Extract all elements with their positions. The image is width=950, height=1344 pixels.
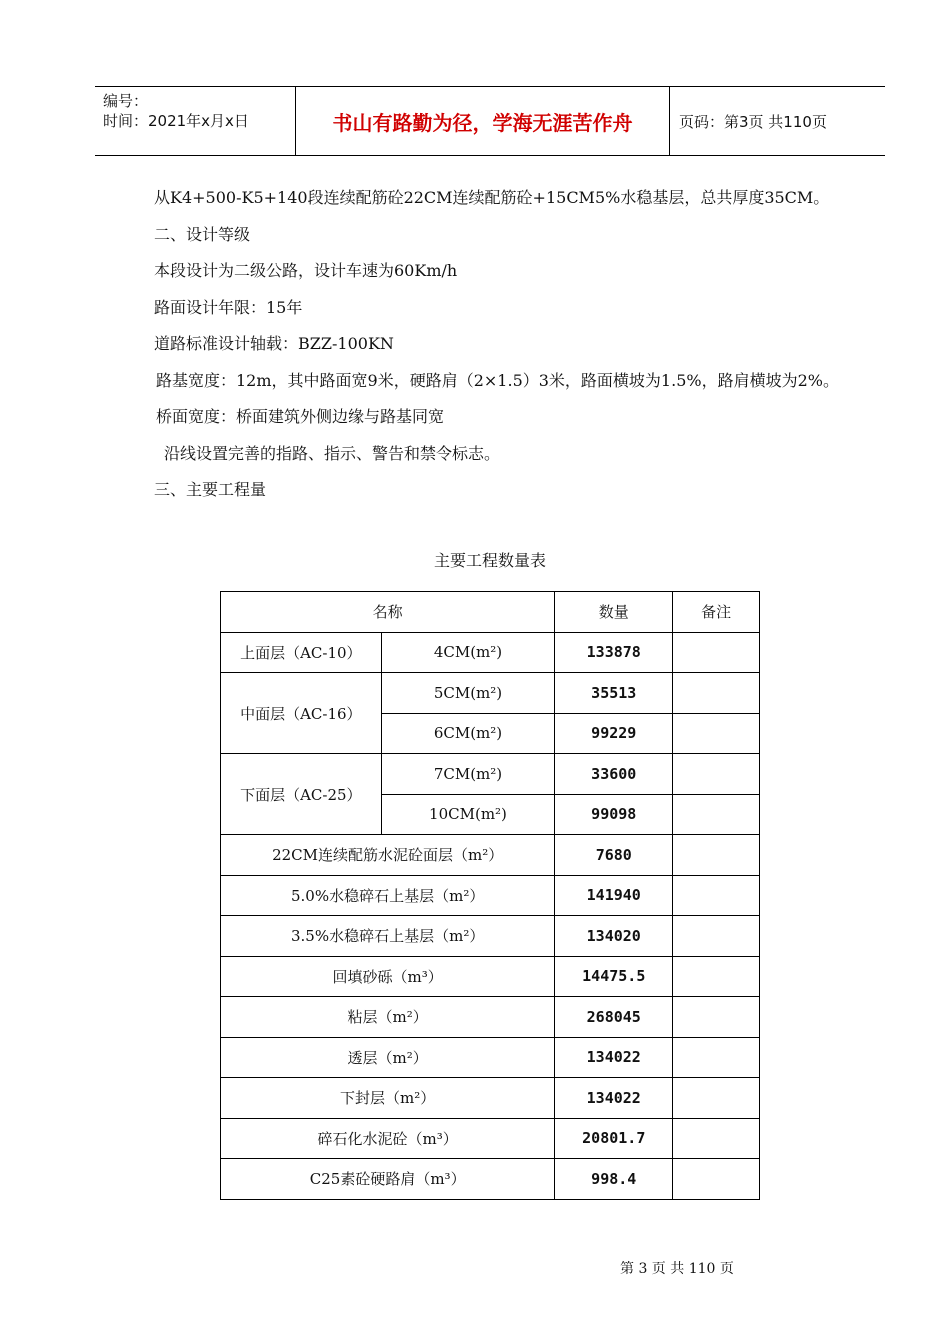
item-name-cell: 回填砂砾（m³） <box>221 956 555 997</box>
table-row <box>221 1118 760 1159</box>
item-name-cell: 透层（m²） <box>221 1037 555 1078</box>
note-cell <box>673 794 760 835</box>
note-cell <box>673 916 760 957</box>
body-text <box>120 180 860 509</box>
quantity-cell: 134022 <box>555 1078 673 1119</box>
quantity-table-body <box>221 592 760 1200</box>
quantity-cell: 99229 <box>555 713 673 754</box>
page-footer: 第 3 页 共 110 页 <box>620 1261 734 1277</box>
table-row <box>221 875 760 916</box>
thickness-cell: 5CM(m²) <box>381 673 555 714</box>
table-title: 主要工程数量表 <box>433 551 546 570</box>
note-cell <box>673 1159 760 1200</box>
quantity-cell: 134020 <box>555 916 673 957</box>
quantity-cell: 141940 <box>555 875 673 916</box>
note-cell <box>673 1037 760 1078</box>
paragraph: 本段设计为二级公路，设计车速为60Km/h <box>154 261 458 280</box>
note-cell <box>673 835 760 876</box>
table-row <box>221 1159 760 1200</box>
thickness-cell: 10CM(m²) <box>381 794 555 835</box>
paragraph: 从K4+500-K5+140段连续配筋砼22CM连续配筋砼+15CM5%水稳基层，总共厚度35CM。 <box>154 188 830 207</box>
paragraph: 道路标准设计轴载：BZZ-100KN <box>154 334 394 353</box>
layer-name-cell: 中面层（AC-16） <box>221 673 382 754</box>
quantity-cell: 134022 <box>555 1037 673 1078</box>
table-row <box>221 997 760 1038</box>
quantity-cell: 14475.5 <box>555 956 673 997</box>
quantity-cell: 99098 <box>555 794 673 835</box>
item-name-cell: 22CM连续配筋水泥砼面层（m²） <box>221 835 555 876</box>
header-note: 备注 <box>673 592 760 633</box>
note-cell <box>673 713 760 754</box>
quantity-cell: 268045 <box>555 997 673 1038</box>
table-row <box>221 673 760 714</box>
header-divider <box>669 87 670 155</box>
header-motto: 书山有路勤为径，学海无涯苦作舟 <box>332 110 633 135</box>
quantity-cell: 133878 <box>555 632 673 673</box>
section-heading: 二、设计等级 <box>154 224 251 244</box>
note-cell <box>673 997 760 1038</box>
table-header-row <box>221 592 760 633</box>
quantity-cell: 33600 <box>555 754 673 795</box>
item-name-cell: 粘层（m²） <box>221 997 555 1038</box>
table-row <box>221 754 760 795</box>
table-row <box>221 916 760 957</box>
table-row <box>221 1037 760 1078</box>
quantity-cell: 20801.7 <box>555 1118 673 1159</box>
thickness-cell: 4CM(m²) <box>381 632 555 673</box>
page-header <box>95 86 885 156</box>
paragraph: 路基宽度：12m，其中路面宽9米，硬路肩（2×1.5）3米，路面横坡为1.5%，路肩横坡为2%。 <box>156 370 839 390</box>
note-cell <box>673 673 760 714</box>
quantity-cell: 998.4 <box>555 1159 673 1200</box>
item-name-cell: 5.0%水稳碎石上基层（m²） <box>221 875 555 916</box>
header-left <box>103 91 249 131</box>
layer-name-cell: 下面层（AC-25） <box>221 754 382 835</box>
section-heading: 三、主要工程量 <box>154 480 267 499</box>
quantity-table <box>220 591 760 1200</box>
note-cell <box>673 1078 760 1119</box>
thickness-cell: 6CM(m²) <box>381 713 555 754</box>
note-cell <box>673 875 760 916</box>
quantity-cell: 35513 <box>555 673 673 714</box>
layer-name-cell: 上面层（AC-10） <box>221 632 382 673</box>
quantity-cell: 7680 <box>555 835 673 876</box>
note-cell <box>673 1118 760 1159</box>
note-cell <box>673 754 760 795</box>
document-number-label: 编号： <box>103 92 149 110</box>
item-name-cell: 碎石化水泥砼（m³） <box>221 1118 555 1159</box>
note-cell <box>673 632 760 673</box>
paragraph: 路面设计年限：15年 <box>154 297 303 317</box>
thickness-cell: 7CM(m²) <box>381 754 555 795</box>
item-name-cell: C25素砼硬路肩（m³） <box>221 1159 555 1200</box>
item-name-cell: 3.5%水稳碎石上基层（m²） <box>221 916 555 957</box>
header-name: 名称 <box>221 592 555 633</box>
paragraph: 桥面宽度：桥面建筑外侧边缘与路基同宽 <box>156 407 445 426</box>
header-page-info: 页码：第3页 共110页 <box>679 112 827 131</box>
table-row <box>221 632 760 673</box>
table-row <box>221 956 760 997</box>
paragraph: 沿线设置完善的指路、指示、警告和禁令标志。 <box>164 443 501 463</box>
header-qty: 数量 <box>555 592 673 633</box>
table-row <box>221 1078 760 1119</box>
table-row <box>221 835 760 876</box>
item-name-cell: 下封层（m²） <box>221 1078 555 1119</box>
document-time: 时间：2021年x月x日 <box>103 112 249 130</box>
note-cell <box>673 956 760 997</box>
